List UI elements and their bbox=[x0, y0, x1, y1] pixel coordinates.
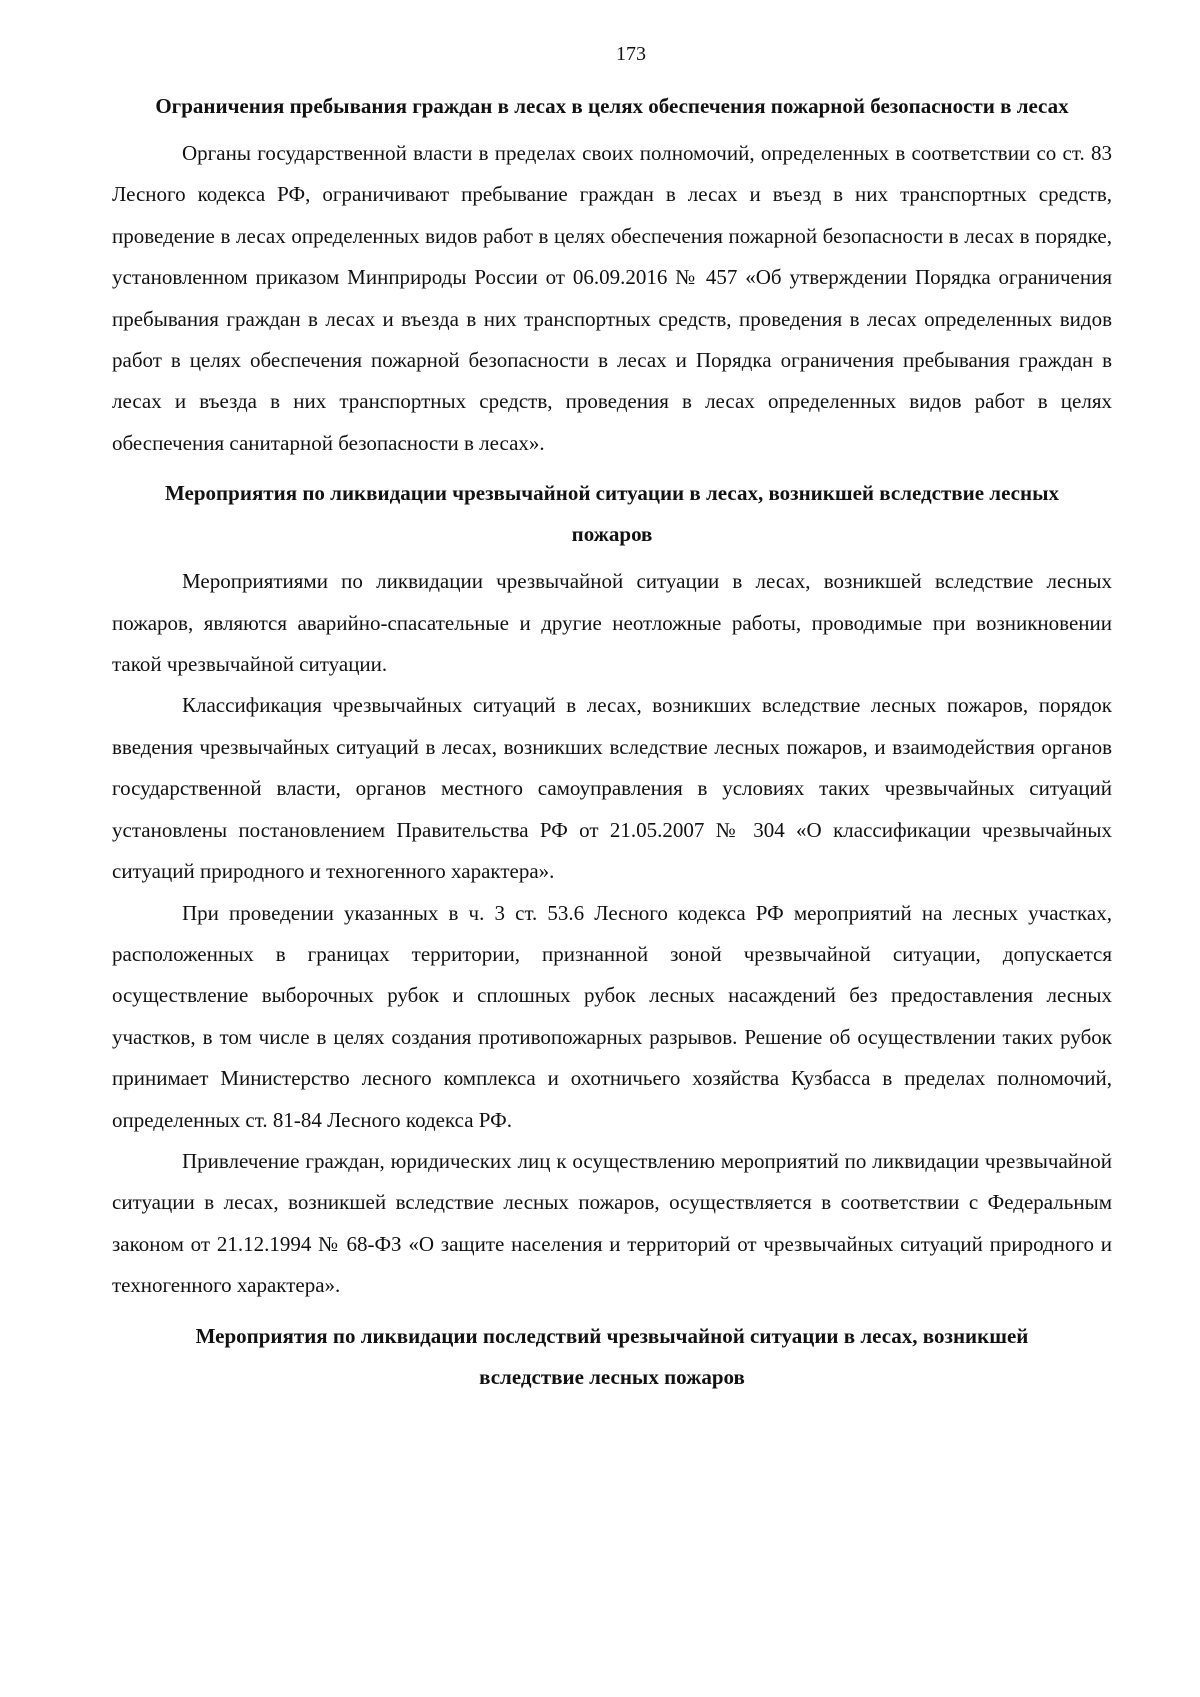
paragraph: Мероприятиями по ликвидации чрезвычайной ситуации в лесах, возникшей вследствие лесных пожаров, являются аварийно-спасательные и другие неотложные работы, проводимые при возникновении такой чрезвычайной ситуации. bbox=[112, 569, 1112, 677]
section-consequences-liquidation bbox=[112, 1316, 1112, 1398]
section-heading: Ограничения пребывания граждан в лесах в целях обеспечения пожарной безопасности в лесах bbox=[155, 94, 1069, 118]
section-body bbox=[112, 561, 1112, 1306]
section-fire-safety-restrictions bbox=[112, 86, 1112, 464]
section-heading: Мероприятия по ликвидации последствий чрезвычайной ситуации в лесах, возникшей вследствие лесных пожаров bbox=[195, 1323, 1029, 1389]
document-page bbox=[112, 34, 1112, 1407]
section-heading: Мероприятия по ликвидации чрезвычайной ситуации в лесах, возникшей вследствие лесных пожаров bbox=[165, 481, 1059, 547]
paragraph: Классификация чрезвычайных ситуаций в лесах, возникших вследствие лесных пожаров, порядок введения чрезвычайных ситуаций в лесах, возникших вследствие лесных пожаров, и взаимодействия органов государственной власти, органов местного самоуправления в условиях таких чрезвычайных ситуаций установлены постановлением Правительства РФ от 21.05.2007 № 304 «О классификации чрезвычайных ситуаций природного и техногенного характера». bbox=[112, 693, 1112, 884]
section-emergency-liquidation bbox=[112, 473, 1112, 1306]
section-body bbox=[112, 133, 1112, 464]
page-number: 173 bbox=[616, 43, 646, 65]
paragraph: Привлечение граждан, юридических лиц к осуществлению мероприятий по ликвидации чрезвычайной ситуации в лесах, возникшей вследствие лесных пожаров, осуществляется в соответствии с Федеральным законом от 21.12.1994 № 68-ФЗ «О защите населения и территорий от чрезвычайных ситуаций природного и техногенного характера». bbox=[112, 1148, 1112, 1298]
paragraph: Органы государственной власти в пределах своих полномочий, определенных в соответствии со ст. 83 Лесного кодекса РФ, ограничивают пребывание граждан в лесах и въезд в них транспортных средств, проведение в лесах определенных видов работ в целях обеспечения пожарной безопасности в лесах в порядке, установленном приказом Минприроды России от 06.09.2016 № 457 «Об утверждении Порядка ограничения пребывания граждан в лесах и въезда в них транспортных средств, проведения в лесах определенных видов работ в целях обеспечения пожарной безопасности в лесах и Порядка ограничения пребывания граждан в лесах и въезда в них транспортных средств, проведения в лесах определенных видов работ в целях обеспечения санитарной безопасности в лесах». bbox=[112, 141, 1112, 455]
paragraph: При проведении указанных в ч. 3 ст. 53.6 Лесного кодекса РФ мероприятий на лесных участках, расположенных в границах территории, признанной зоной чрезвычайной ситуации, допускается осуществление выборочных рубок и сплошных рубок лесных насаждений без предоставления лесных участков, в том числе в целях создания противопожарных разрывов. Решение об осуществлении таких рубок принимает Министерство лесного комплекса и охотничьего хозяйства Кузбасса в пределах полномочий, определенных ст. 81-84 Лесного кодекса РФ. bbox=[112, 900, 1112, 1132]
